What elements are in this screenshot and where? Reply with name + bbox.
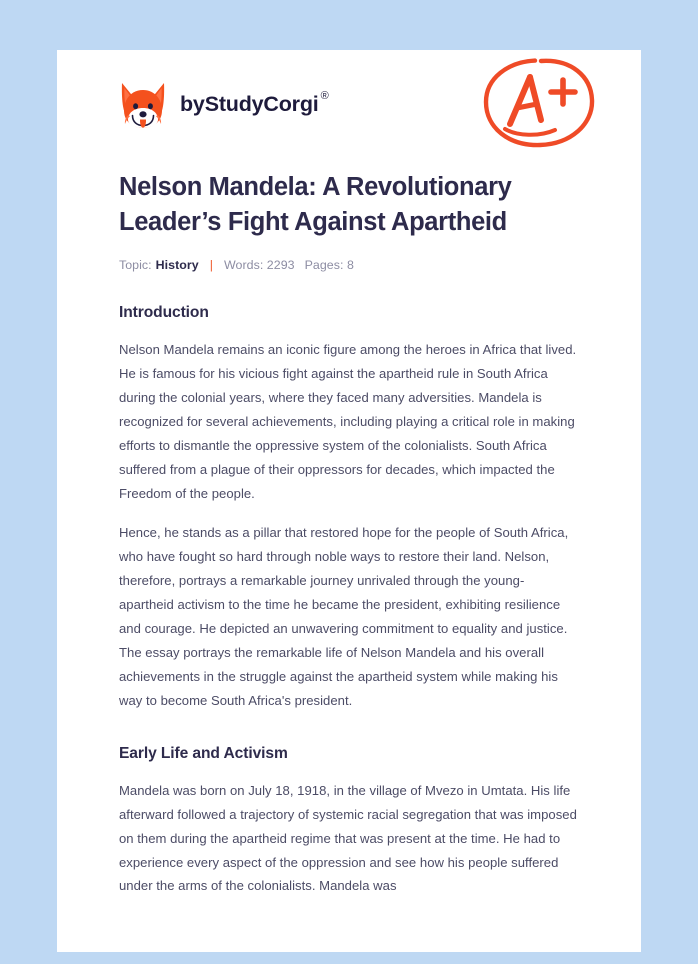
paragraph: Nelson Mandela remains an iconic figure among the heroes in Africa that lived. He is famous for his vicious fight against the apartheid rule in South Africa during the colonial years, where they faced many adversities. Mandela is recognized for several achievements, including playing a critical role in making efforts to dismantle the oppressive system of the colonialists. South Africa suffered from a plague of their oppressors for decades, which impacted the Freedom of the people. [119,342,577,502]
meta-topic-value[interactable]: History [155,258,199,273]
a-plus-circled-icon [483,56,595,148]
document-body [57,170,641,898]
document-header [57,50,641,160]
meta-word-count: Words: 2293 [224,258,295,273]
meta-separator: | [209,258,213,273]
meta-topic-label: Topic: [119,258,152,273]
page-title: Nelson Mandela: A Revolutionary Leader’s Fight Against Apartheid [119,173,512,237]
meta-page-count: Pages: 8 [304,258,354,273]
paragraph: Hence, he stands as a pillar that restored hope for the people of South Africa, who have fought so hard through noble ways to restore their land. Nelson, therefore, portrays a remarkable journey unrivaled through the young-apartheid activism to the time he became the president, exhibiting resilience and courage. He depicted an unwavering commitment to equality and justice. The essay portrays the remarkable life of Nelson Mandela and his overall achievements in the struggle against the apartheid system while making his way to become South Africa's president. [119,525,569,708]
brand-prefix: by [180,92,205,117]
document-sheet [57,50,641,952]
registered-trademark-icon: ® [320,90,329,103]
paragraph: Mandela was born on July 18, 1918, in the village of Mvezo in Umtata. His life afterward followed a trajectory of systemic racial segregation that was imposed on them during the apartheid regime that was present at the time. He had to experience every aspect of the oppression and see how his people suffered under the arms of the colonialists. Mandela was [119,782,577,894]
a-plus-badge [483,56,595,148]
studycorgi-brand-lockup[interactable] [119,79,328,131]
brand-name: StudyCorgi [204,92,319,117]
brand-wordmark [180,90,329,117]
section-heading-introduction: Introduction [119,304,209,322]
section-heading-early-life-and-activism: Early Life and Activism [119,744,288,762]
document-meta [119,258,579,272]
corgi-face-icon [119,79,167,131]
